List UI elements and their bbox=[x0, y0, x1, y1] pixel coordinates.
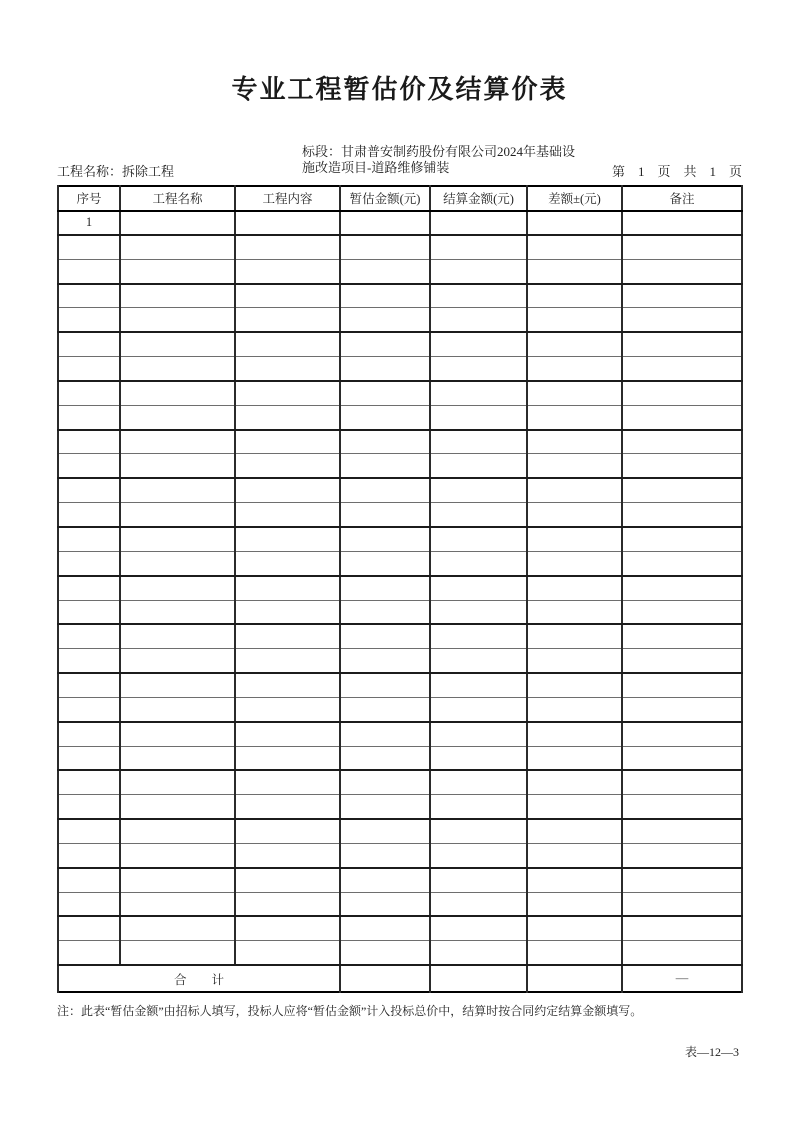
table-cell bbox=[58, 892, 120, 916]
table-row bbox=[58, 576, 742, 600]
table-cell bbox=[58, 770, 120, 794]
table-cell bbox=[430, 357, 527, 381]
footnote: 注：此表“暂估金额”由招标人填写，投标人应将“暂估金额”计入投标总价中，结算时按合同约定结算金额填写。 bbox=[57, 1004, 643, 1019]
table-cell bbox=[235, 235, 340, 259]
table-cell bbox=[120, 308, 235, 332]
table-cell bbox=[235, 673, 340, 697]
table-cell bbox=[340, 551, 430, 575]
table-cell bbox=[340, 357, 430, 381]
table-cell bbox=[340, 697, 430, 721]
table-row bbox=[58, 916, 742, 940]
table-cell: 1 bbox=[58, 211, 120, 235]
doc-code: 表—12—3 bbox=[684, 1045, 739, 1060]
table-cell bbox=[430, 795, 527, 819]
table-cell bbox=[430, 916, 527, 940]
table-cell bbox=[430, 576, 527, 600]
table-cell bbox=[58, 503, 120, 527]
table-cell bbox=[58, 527, 120, 551]
table-cell bbox=[527, 332, 622, 356]
table-cell bbox=[340, 819, 430, 843]
table-cell bbox=[340, 892, 430, 916]
table-cell bbox=[527, 235, 622, 259]
table-cell bbox=[527, 357, 622, 381]
table-cell bbox=[120, 259, 235, 283]
table-cell bbox=[340, 235, 430, 259]
table-cell bbox=[58, 381, 120, 405]
price-table bbox=[57, 185, 743, 994]
table-cell bbox=[622, 405, 742, 429]
table-cell bbox=[235, 430, 340, 454]
table-row bbox=[58, 770, 742, 794]
table-cell bbox=[58, 819, 120, 843]
table-cell bbox=[430, 722, 527, 746]
table-cell bbox=[235, 308, 340, 332]
table-cell bbox=[430, 649, 527, 673]
table-cell bbox=[527, 381, 622, 405]
table-cell bbox=[340, 941, 430, 965]
table-cell bbox=[430, 430, 527, 454]
table-cell bbox=[340, 576, 430, 600]
table-cell bbox=[527, 819, 622, 843]
table-cell bbox=[527, 478, 622, 502]
table-cell bbox=[235, 843, 340, 867]
table-cell bbox=[340, 527, 430, 551]
table-cell bbox=[430, 892, 527, 916]
table-cell bbox=[120, 357, 235, 381]
total-provisional-amount bbox=[340, 965, 430, 992]
table-cell bbox=[430, 551, 527, 575]
table-cell bbox=[430, 503, 527, 527]
table-row bbox=[58, 697, 742, 721]
table-cell bbox=[527, 916, 622, 940]
table-cell bbox=[58, 722, 120, 746]
table-cell bbox=[527, 673, 622, 697]
table-cell bbox=[235, 795, 340, 819]
table-cell bbox=[58, 795, 120, 819]
table-cell bbox=[235, 405, 340, 429]
table-cell bbox=[622, 308, 742, 332]
table-row bbox=[58, 430, 742, 454]
table-cell bbox=[340, 843, 430, 867]
table-cell bbox=[622, 868, 742, 892]
table-cell bbox=[235, 649, 340, 673]
table-cell bbox=[622, 478, 742, 502]
table-cell bbox=[235, 259, 340, 283]
table-cell bbox=[527, 868, 622, 892]
table-cell bbox=[120, 332, 235, 356]
table-row bbox=[58, 211, 742, 235]
table-cell bbox=[430, 746, 527, 770]
table-cell bbox=[58, 357, 120, 381]
page-number: 第 1 页 共 1 页 bbox=[611, 163, 742, 179]
table-row bbox=[58, 551, 742, 575]
table-row bbox=[58, 673, 742, 697]
table-cell bbox=[235, 551, 340, 575]
table-cell bbox=[58, 478, 120, 502]
table-cell bbox=[527, 503, 622, 527]
table-row bbox=[58, 795, 742, 819]
table-cell bbox=[527, 722, 622, 746]
table-cell bbox=[527, 430, 622, 454]
table-cell bbox=[340, 503, 430, 527]
table-cell bbox=[430, 697, 527, 721]
table-cell bbox=[235, 503, 340, 527]
table-cell bbox=[622, 381, 742, 405]
total-difference-amount bbox=[527, 965, 622, 992]
table-cell bbox=[120, 697, 235, 721]
table-cell bbox=[235, 722, 340, 746]
table-cell bbox=[120, 892, 235, 916]
table-cell bbox=[527, 649, 622, 673]
table-row bbox=[58, 624, 742, 648]
table-cell bbox=[58, 430, 120, 454]
table-cell bbox=[120, 868, 235, 892]
table-cell bbox=[622, 600, 742, 624]
table-cell bbox=[120, 284, 235, 308]
table-row bbox=[58, 600, 742, 624]
table-row bbox=[58, 332, 742, 356]
table-cell bbox=[235, 381, 340, 405]
table-cell bbox=[622, 843, 742, 867]
table-cell bbox=[120, 795, 235, 819]
table-cell bbox=[120, 503, 235, 527]
table-body bbox=[58, 211, 742, 966]
table-cell bbox=[120, 649, 235, 673]
table-cell bbox=[58, 624, 120, 648]
table-cell bbox=[340, 600, 430, 624]
table-cell bbox=[58, 332, 120, 356]
table-cell bbox=[120, 746, 235, 770]
table-cell bbox=[622, 916, 742, 940]
table-cell bbox=[235, 892, 340, 916]
table-cell bbox=[430, 454, 527, 478]
table-cell bbox=[527, 454, 622, 478]
table-cell bbox=[235, 697, 340, 721]
page-title: 专业工程暂估价及结算价表 bbox=[231, 75, 568, 104]
table-cell bbox=[430, 211, 527, 235]
table-cell bbox=[340, 454, 430, 478]
table-cell bbox=[430, 332, 527, 356]
table-cell bbox=[58, 308, 120, 332]
total-row bbox=[58, 965, 742, 992]
table-cell bbox=[430, 235, 527, 259]
table-cell bbox=[622, 527, 742, 551]
table-cell bbox=[622, 770, 742, 794]
table-cell bbox=[622, 722, 742, 746]
table-cell bbox=[622, 259, 742, 283]
table-cell bbox=[527, 770, 622, 794]
table-cell bbox=[622, 624, 742, 648]
table-cell bbox=[235, 454, 340, 478]
table-cell bbox=[527, 600, 622, 624]
table-row bbox=[58, 381, 742, 405]
table-cell bbox=[340, 308, 430, 332]
table-cell bbox=[235, 819, 340, 843]
table-cell bbox=[58, 551, 120, 575]
table-cell bbox=[235, 576, 340, 600]
table-cell bbox=[340, 795, 430, 819]
table-cell bbox=[622, 332, 742, 356]
table-cell bbox=[527, 551, 622, 575]
section-label bbox=[302, 144, 575, 176]
table-cell bbox=[340, 381, 430, 405]
table-cell bbox=[235, 332, 340, 356]
table-cell bbox=[58, 746, 120, 770]
table-cell bbox=[430, 527, 527, 551]
table-cell bbox=[120, 673, 235, 697]
table-cell bbox=[622, 551, 742, 575]
table-row bbox=[58, 478, 742, 502]
table-cell bbox=[527, 211, 622, 235]
table-cell bbox=[58, 600, 120, 624]
table-row bbox=[58, 284, 742, 308]
table-cell bbox=[527, 405, 622, 429]
table-cell bbox=[120, 916, 235, 940]
table-cell bbox=[340, 673, 430, 697]
table-row bbox=[58, 746, 742, 770]
table-cell bbox=[430, 770, 527, 794]
table-cell bbox=[340, 430, 430, 454]
table-cell bbox=[120, 600, 235, 624]
table-cell bbox=[430, 624, 527, 648]
table-cell bbox=[120, 722, 235, 746]
table-cell bbox=[527, 697, 622, 721]
table-cell bbox=[340, 624, 430, 648]
table-cell bbox=[340, 746, 430, 770]
table-cell bbox=[58, 697, 120, 721]
table-cell bbox=[58, 454, 120, 478]
table-cell bbox=[340, 770, 430, 794]
table-cell bbox=[235, 941, 340, 965]
table-row bbox=[58, 503, 742, 527]
table-cell bbox=[120, 211, 235, 235]
table-cell bbox=[527, 259, 622, 283]
table-cell bbox=[340, 649, 430, 673]
table-cell bbox=[622, 673, 742, 697]
table-cell bbox=[120, 770, 235, 794]
table-cell bbox=[430, 478, 527, 502]
table-cell bbox=[527, 284, 622, 308]
table-cell bbox=[58, 916, 120, 940]
table-row bbox=[58, 722, 742, 746]
table-cell bbox=[430, 284, 527, 308]
table-cell bbox=[430, 405, 527, 429]
table-cell bbox=[430, 819, 527, 843]
table-row bbox=[58, 649, 742, 673]
table-cell bbox=[622, 284, 742, 308]
table-cell bbox=[527, 576, 622, 600]
table-cell bbox=[527, 892, 622, 916]
table-cell bbox=[430, 673, 527, 697]
table-cell bbox=[120, 478, 235, 502]
table-cell bbox=[235, 357, 340, 381]
table-cell bbox=[58, 941, 120, 965]
table-row bbox=[58, 235, 742, 259]
table-cell bbox=[527, 308, 622, 332]
table-cell bbox=[340, 916, 430, 940]
table-cell bbox=[235, 478, 340, 502]
table-cell bbox=[235, 624, 340, 648]
column-header-5: 差额±(元) bbox=[527, 186, 622, 211]
table-cell bbox=[120, 941, 235, 965]
table-cell bbox=[58, 673, 120, 697]
table-cell bbox=[120, 381, 235, 405]
table-cell bbox=[622, 892, 742, 916]
column-header-4: 结算金额(元) bbox=[430, 186, 527, 211]
table-cell bbox=[340, 868, 430, 892]
table-cell bbox=[622, 795, 742, 819]
table-cell bbox=[58, 259, 120, 283]
table-cell bbox=[340, 259, 430, 283]
section-line1: 标段：甘肃普安制药股份有限公司2024年基础设 bbox=[302, 143, 576, 159]
table-row bbox=[58, 308, 742, 332]
table-cell bbox=[120, 819, 235, 843]
section-line2: 施改造项目-道路维修铺装 bbox=[302, 159, 450, 175]
table-cell bbox=[120, 527, 235, 551]
table-cell bbox=[120, 405, 235, 429]
table-cell bbox=[622, 819, 742, 843]
table-row bbox=[58, 892, 742, 916]
table-cell bbox=[340, 332, 430, 356]
table-row bbox=[58, 454, 742, 478]
table-cell bbox=[235, 916, 340, 940]
table-cell bbox=[120, 454, 235, 478]
table-cell bbox=[340, 722, 430, 746]
table-cell bbox=[622, 430, 742, 454]
table-cell bbox=[58, 576, 120, 600]
table-cell bbox=[527, 941, 622, 965]
table-cell bbox=[622, 454, 742, 478]
table-cell bbox=[527, 746, 622, 770]
total-remark: — bbox=[622, 965, 742, 992]
table-row bbox=[58, 941, 742, 965]
table-cell bbox=[430, 600, 527, 624]
table-cell bbox=[235, 284, 340, 308]
table-row bbox=[58, 843, 742, 867]
table-cell bbox=[430, 259, 527, 283]
project-name-label: 工程名称：拆除工程 bbox=[57, 163, 175, 179]
table-row bbox=[58, 527, 742, 551]
table-cell bbox=[340, 478, 430, 502]
column-header-2: 工程内容 bbox=[235, 186, 340, 211]
table-row bbox=[58, 868, 742, 892]
table-cell bbox=[527, 795, 622, 819]
table-cell bbox=[58, 284, 120, 308]
table-cell bbox=[430, 868, 527, 892]
table-cell bbox=[120, 551, 235, 575]
table-cell bbox=[235, 600, 340, 624]
table-cell bbox=[340, 211, 430, 235]
table-cell bbox=[622, 357, 742, 381]
table-cell bbox=[235, 868, 340, 892]
table-cell bbox=[527, 527, 622, 551]
table-cell bbox=[340, 405, 430, 429]
total-label: 合 计 bbox=[58, 965, 340, 992]
table-cell bbox=[235, 770, 340, 794]
table-cell bbox=[340, 284, 430, 308]
table-cell bbox=[58, 843, 120, 867]
table-header-row bbox=[58, 186, 742, 211]
total-settlement-amount bbox=[430, 965, 527, 992]
table-cell bbox=[622, 235, 742, 259]
table-cell bbox=[622, 746, 742, 770]
table-cell bbox=[430, 308, 527, 332]
table-cell bbox=[622, 503, 742, 527]
column-header-6: 备注 bbox=[622, 186, 742, 211]
table-cell bbox=[120, 235, 235, 259]
table-row bbox=[58, 819, 742, 843]
table-cell bbox=[58, 649, 120, 673]
table-cell bbox=[120, 624, 235, 648]
table-cell bbox=[430, 381, 527, 405]
column-header-3: 暂估金额(元) bbox=[340, 186, 430, 211]
table-cell bbox=[622, 941, 742, 965]
table-cell bbox=[622, 697, 742, 721]
table-cell bbox=[430, 941, 527, 965]
table-cell bbox=[527, 624, 622, 648]
table-row bbox=[58, 259, 742, 283]
table-cell bbox=[58, 868, 120, 892]
table-cell bbox=[622, 576, 742, 600]
table-row bbox=[58, 357, 742, 381]
table-cell bbox=[527, 843, 622, 867]
meta-row bbox=[57, 144, 742, 185]
table-cell bbox=[58, 405, 120, 429]
table-cell bbox=[622, 211, 742, 235]
table-cell bbox=[235, 211, 340, 235]
table-cell bbox=[120, 576, 235, 600]
table-cell bbox=[622, 649, 742, 673]
table-cell bbox=[120, 430, 235, 454]
column-header-0: 序号 bbox=[58, 186, 120, 211]
table-cell bbox=[430, 843, 527, 867]
table-cell bbox=[58, 235, 120, 259]
table-cell bbox=[120, 843, 235, 867]
table-row bbox=[58, 405, 742, 429]
table-cell bbox=[235, 527, 340, 551]
column-header-1: 工程名称 bbox=[120, 186, 235, 211]
table-cell bbox=[235, 746, 340, 770]
